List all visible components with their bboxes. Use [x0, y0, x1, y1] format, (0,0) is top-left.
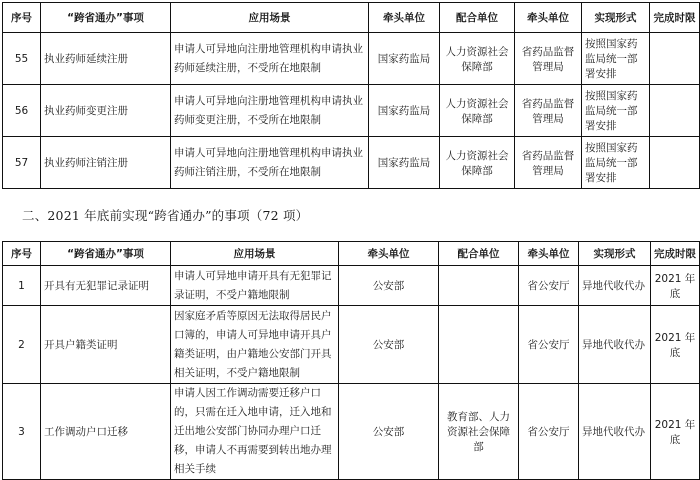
- cell-scene: 因家庭矛盾等原因无法取得居民户口簿的，申请人可异地申请开具户籍类证明，由户籍地公安部门开具相关证明，不受户籍地限制: [171, 306, 339, 384]
- table-row: [3, 266, 700, 306]
- cell-lead2: 省药品监督管理局: [515, 137, 582, 189]
- cell-form: 异地代收代办: [579, 266, 651, 306]
- cell-scene: 申请人可异地向注册地管理机构申请执业药师延续注册，不受所在地限制: [171, 33, 369, 85]
- cell-no: 3: [3, 384, 41, 480]
- cell-lead: 国家药监局: [369, 137, 440, 189]
- cell-lead2: 省药品监督管理局: [515, 85, 582, 137]
- matters-table-top: [2, 2, 700, 189]
- col-header-scene: 应用场景: [171, 242, 339, 266]
- col-header-item: “跨省通办”事项: [41, 242, 171, 266]
- cell-scene: 申请人可异地向注册地管理机构申请执业药师注销注册，不受所在地限制: [171, 137, 369, 189]
- cell-lead2: 省公安厅: [519, 306, 579, 384]
- col-header-form: 实现形式: [582, 3, 650, 33]
- cell-item: 工作调动户口迁移: [41, 384, 171, 480]
- cell-item: 开具户籍类证明: [41, 306, 171, 384]
- cell-lead: 国家药监局: [369, 85, 440, 137]
- cell-coop: 人力资源社会保障部: [440, 85, 515, 137]
- col-header-no: 序号: [3, 242, 41, 266]
- table-row: [3, 306, 700, 384]
- cell-no: 55: [3, 33, 41, 85]
- col-header-deadline: 完成时限: [650, 3, 700, 33]
- cell-coop: [439, 306, 519, 384]
- cell-scene: 申请人可异地向注册地管理机构申请执业药师变更注册，不受所在地限制: [171, 85, 369, 137]
- cell-deadline: 2021 年底: [651, 306, 700, 384]
- cell-coop: [439, 266, 519, 306]
- table-header-row: [3, 242, 700, 266]
- col-header-lead2: 牵头单位: [519, 242, 579, 266]
- cell-lead: 国家药监局: [369, 33, 440, 85]
- table-row: [3, 85, 700, 137]
- cell-no: 56: [3, 85, 41, 137]
- table-header-row: [3, 3, 700, 33]
- table-row: [3, 137, 700, 189]
- cell-item: 执业药师注销注册: [41, 137, 171, 189]
- col-header-no: 序号: [3, 3, 41, 33]
- col-header-form: 实现形式: [579, 242, 651, 266]
- cell-no: 57: [3, 137, 41, 189]
- cell-form: 按照国家药监局统一部署安排: [582, 33, 650, 85]
- cell-deadline: [650, 33, 700, 85]
- cell-no: 1: [3, 266, 41, 306]
- col-header-deadline: 完成时限: [651, 242, 700, 266]
- col-header-lead2: 牵头单位: [515, 3, 582, 33]
- cell-scene: 申请人因工作调动需要迁移户口的，只需在迁入地申请，迁入地和迁出地公安部门协同办理户口迁移，申请人不再需要到转出地办理相关手续: [171, 384, 339, 480]
- cell-deadline: [650, 85, 700, 137]
- cell-item: 执业药师延续注册: [41, 33, 171, 85]
- cell-lead2: 省公安厅: [519, 384, 579, 480]
- cell-lead: 公安部: [339, 306, 439, 384]
- col-header-coop: 配合单位: [440, 3, 515, 33]
- cell-lead: 公安部: [339, 266, 439, 306]
- cell-coop: 人力资源社会保障部: [440, 33, 515, 85]
- cell-form: 异地代收代办: [579, 306, 651, 384]
- cell-coop: 教育部、人力资源社会保障部: [439, 384, 519, 480]
- cell-item: 开具有无犯罪记录证明: [41, 266, 171, 306]
- cell-deadline: 2021 年底: [651, 266, 700, 306]
- table-row: [3, 384, 700, 480]
- cell-form: 按照国家药监局统一部署安排: [582, 85, 650, 137]
- cell-no: 2: [3, 306, 41, 384]
- col-header-item: “跨省通办”事项: [41, 3, 171, 33]
- cell-scene: 申请人可异地申请开具有无犯罪记录证明，不受户籍地限制: [171, 266, 339, 306]
- col-header-lead: 牵头单位: [339, 242, 439, 266]
- cell-item: 执业药师变更注册: [41, 85, 171, 137]
- table-row: [3, 33, 700, 85]
- cell-coop: 人力资源社会保障部: [440, 137, 515, 189]
- cell-form: 按照国家药监局统一部署安排: [582, 137, 650, 189]
- section-title: 二、2021 年底前实现“跨省通办”的事项（72 项）: [22, 208, 309, 223]
- col-header-coop: 配合单位: [439, 242, 519, 266]
- cell-lead: 公安部: [339, 384, 439, 480]
- cell-deadline: [650, 137, 700, 189]
- matters-table-2021: [2, 241, 700, 480]
- col-header-lead: 牵头单位: [369, 3, 440, 33]
- cell-deadline: 2021 年底: [651, 384, 700, 480]
- cell-lead2: 省公安厅: [519, 266, 579, 306]
- cell-form: 异地代收代办: [579, 384, 651, 480]
- col-header-scene: 应用场景: [171, 3, 369, 33]
- cell-lead2: 省药品监督管理局: [515, 33, 582, 85]
